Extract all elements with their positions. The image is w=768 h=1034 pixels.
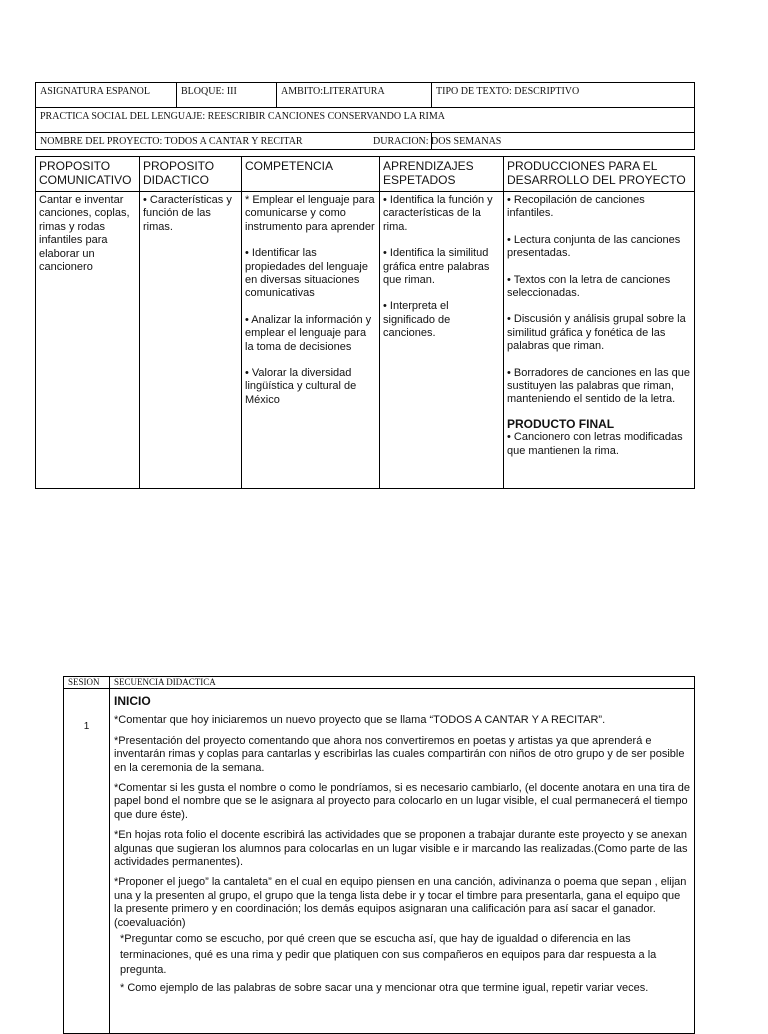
planning-table <box>35 156 695 489</box>
inicio-heading: INICIO <box>114 694 151 708</box>
session-number: 1 <box>64 689 110 1034</box>
header-competencia: COMPETENCIA <box>242 157 380 192</box>
aprendizajes-cell <box>380 192 504 489</box>
duracion-text: DURACION: DOS SEMANAS <box>373 136 502 147</box>
sequence-paragraph: *Presentación del proyecto comentando que ahora nos convertiremos en poetas y artistas ya que aprenderá e inventarán rimas y coplas para cantarlas y escribirlas las cuales compartirán con niños de otro grupo y de ser posible en la ceremonia de la semana. <box>114 734 685 774</box>
sequence-table <box>63 676 695 1034</box>
header-proposito-didactico: PROPOSITO DIDACTICO <box>140 157 242 192</box>
proposito-comunicativo-cell <box>36 192 140 489</box>
asignatura-cell: ASIGNATURA ESPANOL <box>36 83 177 108</box>
sequence-paragraph: *En hojas rota folio el docente escribirá las actividades que se proponen a trabajar durante este proyecto y se anexan algunas que sugieran los alumnos para colocarlas en un lugar visible e ir marcando las realizadas.(Como parte de las actividades permanentes). <box>114 829 688 869</box>
sequence-paragraph: *Comentar que hoy iniciaremos un nuevo proyecto que se llama “TODOS A CANTAR Y A RECITAR”. <box>114 714 606 727</box>
competencia-cell <box>242 192 380 489</box>
aprendizaje-item: • Identifica la similitud gráfica entre palabras que riman. <box>383 247 490 287</box>
header-aprendizajes: APRENDIZAJES ESPETADOS <box>380 157 504 192</box>
competencia-item: • Analizar la información y emplear el lenguaje para la toma de decisiones <box>245 313 372 353</box>
header-sesion: SESION <box>64 677 110 689</box>
produccion-item: • Recopilación de canciones infantiles. <box>507 194 645 220</box>
project-info-table <box>35 82 695 150</box>
tipo-texto-cell: TIPO DE TEXTO: DESCRIPTIVO <box>432 83 695 108</box>
produccion-item: • Discusión y análisis grupal sobre la similitud gráfica y fonética de las palabras que riman. <box>507 313 686 353</box>
produccion-item: • Lectura conjunta de las canciones presentadas. <box>507 233 681 260</box>
aprendizaje-item: • Interpreta el significado de canciones. <box>383 300 451 340</box>
proposito-didactico-cell <box>140 192 242 489</box>
duracion-cell <box>373 133 695 150</box>
producciones-cell <box>504 192 695 489</box>
competencia-item: • Identificar las propiedades del lenguaje en diversas situaciones comunicativas <box>245 247 368 300</box>
sequence-paragraph: *Proponer el juego” la cantaleta” en el cual en equipo piensen en una canción, adivinanza o poema que sepan , elijan una y la presenten al grupo, el grupo que la tenga lista debe ir y tocar el timbre para presentarla, gana el equipo que la presente primero y en coordinación; los demás equipos asignaran una calificación para así sacar el ganador.(coevaluación) <box>114 876 687 929</box>
producto-final-text: • Cancionero con letras modificadas que mantienen la rima. <box>507 431 683 457</box>
header-producciones: PRODUCCIONES PARA EL DESARROLLO DEL PROYECTO <box>504 157 695 192</box>
sequence-paragraph: *Preguntar como se escucho, por qué creen que se escucha así, que hay de igualdad o diferencia en las terminaciones, qué es una rima y pedir que platiquen con sus compañeros en equipos para dar respuesta a la pregunta. <box>120 933 657 977</box>
aprendizaje-item: • Identifica la función y características de la rima. <box>383 194 493 233</box>
proposito-didactico-text: • Características y función de las rimas. <box>143 194 232 233</box>
produccion-item: • Textos con la letra de canciones seleccionadas. <box>507 273 671 300</box>
practica-social-cell: PRACTICA SOCIAL DEL LENGUAJE: REESCRIBIR CANCIONES CONSERVANDO LA RIMA <box>36 108 695 133</box>
bloque-cell: BLOQUE: III <box>177 83 277 108</box>
competencia-item: • Valorar la diversidad lingüística y cultural de México <box>245 367 357 406</box>
header-proposito-comunicativo: PROPOSITO COMUNICATIVO <box>36 157 140 192</box>
header-secuencia: SECUENCIA DIDACTICA <box>110 677 695 689</box>
ambito-cell: AMBITO:LITERATURA <box>277 83 432 108</box>
nombre-proyecto-cell: NOMBRE DEL PROYECTO: TODOS A CANTAR Y RECITAR <box>36 133 432 150</box>
proposito-comunicativo-text: Cantar e inventar canciones, coplas, rimas y rodas infantiles para elaborar un cancionero <box>39 194 130 274</box>
sequence-paragraph: * Como ejemplo de las palabras de sobre sacar una y mencionar otra que termine igual, repetir variar veces. <box>120 981 649 994</box>
sequence-paragraph: *Comentar si les gusta el nombre o como le pondríamos, si es necesario cambiarlo, (el docente anotara en una tira de papel bond el nombre que se le asignara al proyecto para colocarlo en un lugar visible, el cual permanecerá el tiempo que dure éste). <box>114 782 690 821</box>
sequence-content-cell <box>110 689 695 1034</box>
produccion-item: • Borradores de canciones en las que sustituyen las palabras que riman, manteniendo el sentido de la letra. <box>507 366 691 406</box>
producto-final-label: PRODUCTO FINAL <box>507 416 615 431</box>
competencia-item: * Emplear el lenguaje para comunicarse y como instrumento para aprender <box>245 194 375 233</box>
